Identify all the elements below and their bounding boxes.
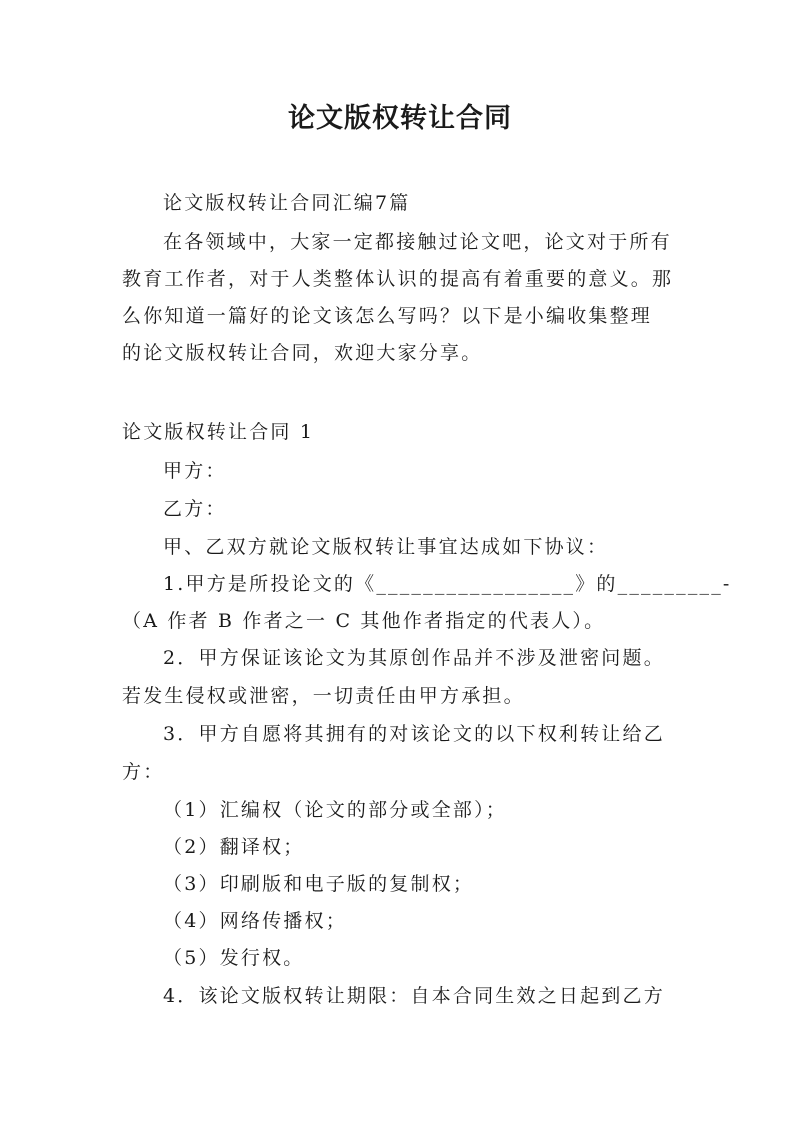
clause-3-line-1: 3．甲方自愿将其拥有的对该论文的以下权利转让给乙 xyxy=(163,723,665,745)
party-b-line: 乙方： xyxy=(163,498,227,520)
clause-1-line-2: （A 作者 B 作者之一 C 其他作者指定的代表人）。 xyxy=(122,610,606,632)
intro-line-3: 么你知道一篇好的论文该怎么写吗？以下是小编收集整理 xyxy=(122,305,653,327)
intro-line-1: 在各领域中，大家一定都接触过论文吧，论文对于所有 xyxy=(163,231,672,253)
right-item-2: （2）翻译权； xyxy=(163,836,305,858)
section-heading: 论文版权转让合同 1 xyxy=(122,421,315,443)
party-a-line: 甲方： xyxy=(163,460,227,482)
page-title: 论文版权转让合同 xyxy=(288,103,512,134)
right-item-1: （1）汇编权（论文的部分或全部）； xyxy=(163,799,507,821)
clause-4-line-1: 4．该论文版权转让期限：自本合同生效之日起到乙方 xyxy=(163,985,665,1007)
intro-line-2: 教育工作者，对于人类整体认识的提高有着重要的意义。那 xyxy=(122,268,674,290)
right-item-4: （4）网络传播权； xyxy=(163,910,347,932)
agreement-line: 甲、乙双方就论文版权转让事宜达成如下协议： xyxy=(163,536,609,558)
right-item-3: （3）印刷版和电子版的复制权； xyxy=(163,873,475,895)
subtitle-line: 论文版权转让合同汇编7篇 xyxy=(163,192,411,214)
right-item-5: （5）发行权。 xyxy=(163,947,305,969)
clause-3-line-2: 方： xyxy=(122,761,165,783)
clause-2-line-1: 2．甲方保证该论文为其原创作品并不涉及泄密问题。 xyxy=(163,647,665,669)
clause-1-line-1: 1.甲方是所投论文的《_________________》的_________- xyxy=(163,573,732,595)
intro-line-4: 的论文版权转让合同，欢迎大家分享。 xyxy=(122,342,483,364)
clause-2-line-2: 若发生侵权或泄密，一切责任由甲方承担。 xyxy=(122,685,525,707)
